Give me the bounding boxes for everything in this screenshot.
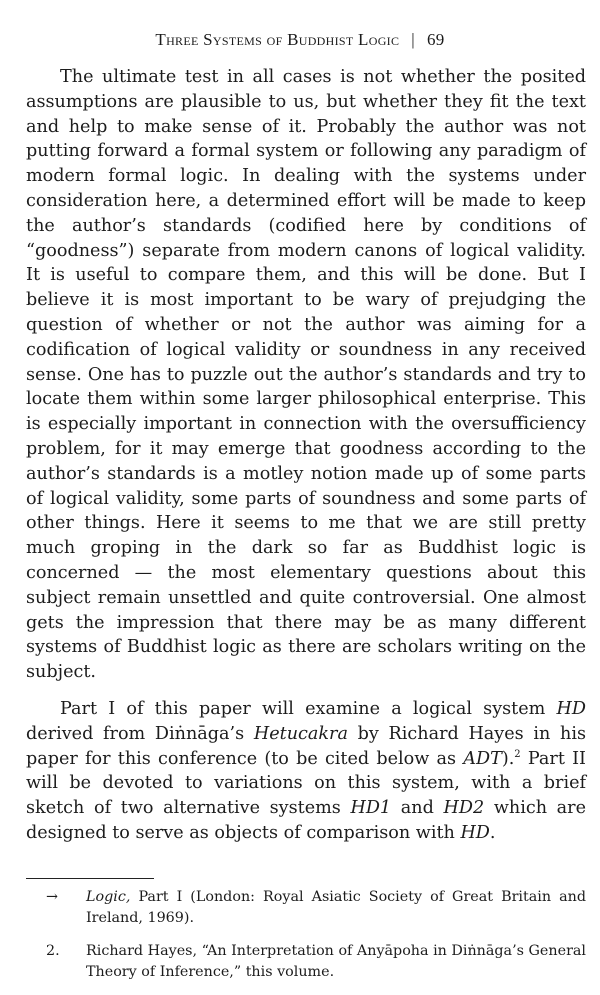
footnote-2-text: Richard Hayes, “An Interpretation of Anyāpoha in Diṅnāga’s General Theory of Inference,” this volume. [86, 943, 586, 980]
body-text [26, 65, 586, 846]
footnote-1-body: Part I (London: Royal Asiatic Society of Great Britain and Ireland, 1969). [86, 889, 586, 926]
hetucakra-title: Hetucakra [253, 723, 348, 744]
p2-text-8: . [489, 822, 496, 843]
p2-text-4: ). [501, 748, 515, 769]
footnote-1-text [86, 887, 586, 929]
running-title: Three Systems of Buddhist Logic [155, 30, 400, 49]
p2-text-2: derived from Diṅnāga’s [26, 723, 254, 744]
footnotes [26, 887, 586, 995]
page-number: 69 [426, 30, 445, 49]
p2-text-1: Part I of this paper will examine a logical system [60, 698, 557, 719]
system-hd1: HD1 [350, 798, 392, 819]
running-head [0, 30, 600, 50]
footnote-1 [26, 887, 586, 929]
adt-abbrev: ADT [463, 748, 502, 769]
system-hd2: HD2 [443, 798, 485, 819]
system-hd: HD [556, 698, 586, 719]
p2-text-7: which are designed to serve as objects of comparison with [26, 798, 586, 843]
footnote-ref-2[interactable]: 2 [514, 748, 521, 760]
p2-text-6: and [391, 798, 444, 819]
footnote-1-italic: Logic, [86, 889, 131, 905]
header-separator: | [411, 30, 415, 49]
footnote-2 [26, 941, 586, 983]
paragraph-1: The ultimate test in all cases is not whether the posited assumptions are plausible to us, but whether they fit the text and help to make sense of it. Probably the author was not putting forward a formal system or following any paradigm of modern formal logic. In dealing with the systems under consideration here, a determined effort will be made to keep the author’s standards (codified here by conditions of “goodness”) separate from modern canons of logical validity. It is useful to compare them, and this will be done. But I believe it is most important to be wary of prejudging the question of whether or not the author was aiming for a codification of logical validity or soundness in any received sense. One has to puzzle out the author’s standards and try to locate them within some larger philosophical enterprise. This is especially important in connection with the oversufficiency problem, for it may emerge that goodness according to the author’s standards is a motley notion made up of some parts of logical validity, some parts of soundness and some parts of other things. Here it seems to me that we are still pretty much groping in the dark so far as Buddhist logic is concerned — the most elementary questions about this subject remain unsettled and quite controversial. One almost gets the impression that there may be as many different systems of Buddhist logic as there are scholars writing on the subject. [26, 67, 586, 683]
paragraph-2 [26, 697, 586, 846]
system-hd-end: HD [460, 822, 490, 843]
p2-text-3: by Richard Hayes in his paper for this conference (to be cited below as [26, 723, 586, 769]
footnote-1-mark: → [46, 889, 58, 905]
footnote-2-mark: 2. [46, 943, 60, 959]
footnote-rule [26, 878, 154, 879]
p2-text-5: Part II will be devoted to variations on this system, with a brief sketch of two alternative systems [26, 748, 586, 819]
